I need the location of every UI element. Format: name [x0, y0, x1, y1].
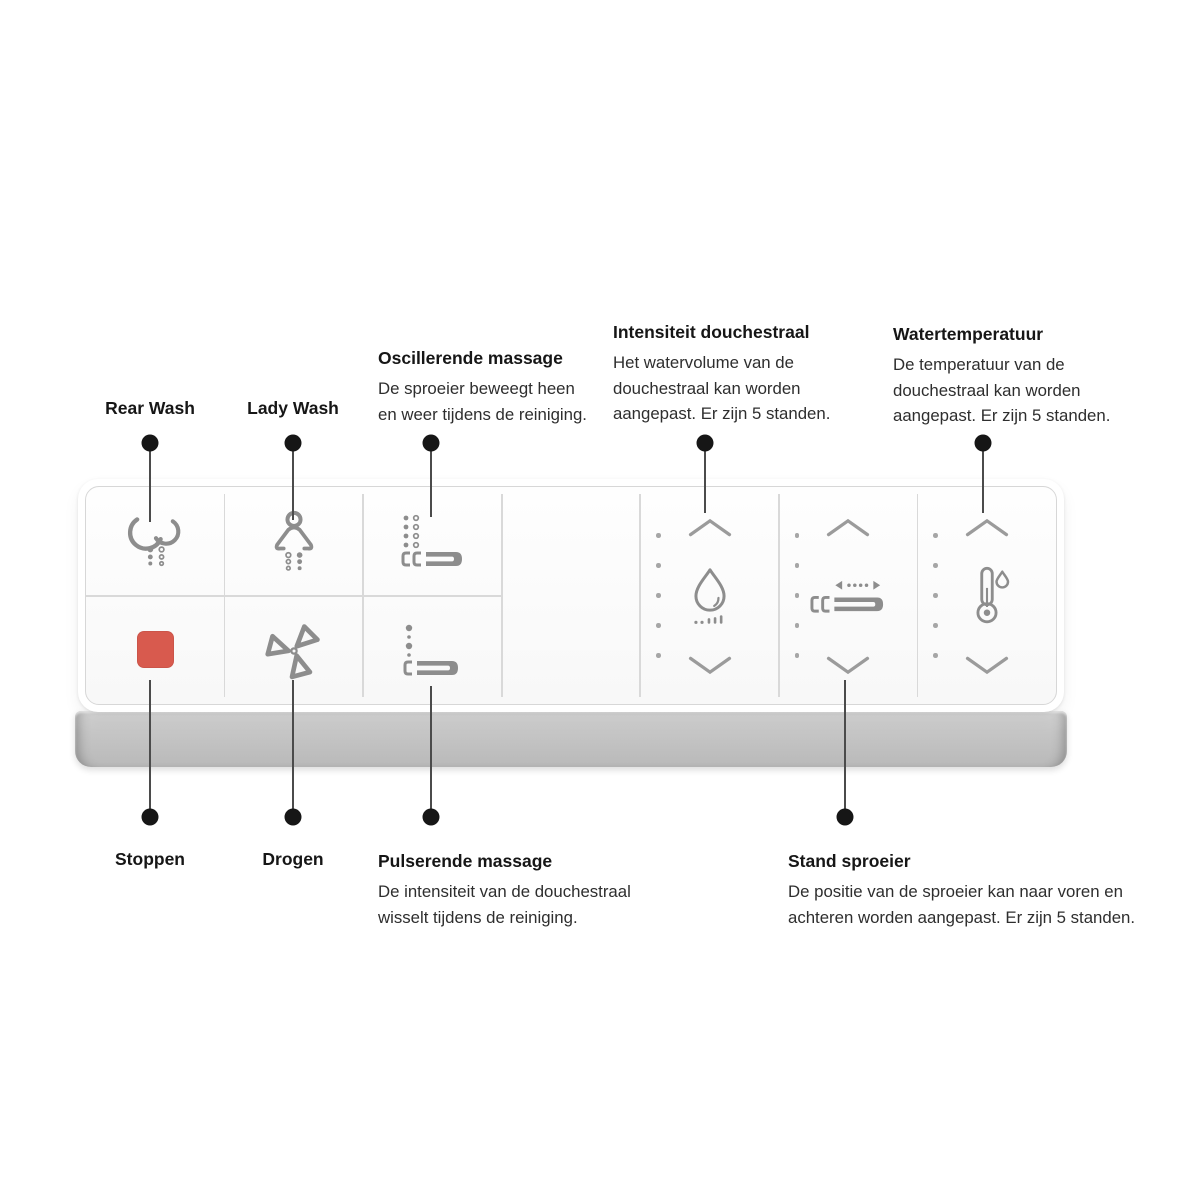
- callout-line: [844, 680, 846, 809]
- pulsating-massage-title: Pulserende massage: [378, 851, 553, 871]
- chevron-down-icon[interactable]: [964, 656, 1010, 675]
- fan-icon: [264, 620, 324, 680]
- water-temperature-title: Watertemperatuur: [893, 324, 1044, 344]
- callout-dot: [423, 809, 440, 826]
- chevron-up-icon[interactable]: [825, 518, 871, 537]
- callout-dot: [697, 435, 714, 452]
- nozzle-position-description: De positie van de sproeier kan naar voren en achteren worden aangepast. Er zijn 5 standen.: [788, 882, 1136, 927]
- oscillating-massage-icon: [399, 512, 465, 570]
- stop-square-icon: [137, 631, 174, 668]
- spray-intensity-callout: [613, 320, 853, 427]
- oscillating-massage-button[interactable]: [363, 487, 502, 596]
- pulsating-massage-callout: [378, 849, 648, 930]
- chevron-down-icon[interactable]: [825, 656, 871, 675]
- callout-dot: [142, 435, 159, 452]
- stop-button[interactable]: [86, 596, 225, 705]
- pulsating-massage-description: De intensiteit van de douchestraal wisselt tijdens de reiniging.: [378, 882, 631, 927]
- rear-wash-icon: [124, 511, 186, 571]
- callout-dot: [975, 435, 992, 452]
- panel-face: [85, 486, 1057, 705]
- dry-label: Drogen: [262, 849, 324, 869]
- callout-dot: [837, 809, 854, 826]
- chevron-up-icon[interactable]: [964, 518, 1010, 537]
- rear-wash-button[interactable]: [86, 487, 225, 596]
- panel-column-blank: [502, 487, 641, 704]
- callout-dot: [142, 809, 159, 826]
- temperature-level-dots: [933, 533, 938, 658]
- spray-intensity-title: Intensiteit douchestraal: [613, 322, 810, 342]
- oscillating-massage-title: Oscillerende massage: [378, 348, 563, 368]
- nozzle-level-dots: [795, 533, 800, 658]
- intensity-level-dots: [656, 533, 661, 658]
- oscillating-massage-callout: [378, 346, 590, 427]
- callout-line: [430, 451, 432, 517]
- callout-line: [292, 451, 294, 520]
- remote-base: [75, 711, 1067, 767]
- water-drop-icon: [680, 565, 740, 629]
- nozzle-position-control[interactable]: [779, 487, 918, 704]
- callout-dot: [285, 435, 302, 452]
- chevron-down-icon[interactable]: [687, 656, 733, 675]
- remote-control-panel: [78, 479, 1064, 712]
- callout-line: [704, 451, 706, 513]
- pulsating-massage-icon: [401, 621, 463, 679]
- chevron-up-icon[interactable]: [687, 518, 733, 537]
- stop-label: Stoppen: [115, 849, 185, 869]
- rear-wash-label: Rear Wash: [105, 398, 195, 418]
- thermometer-drop-icon: [962, 565, 1012, 628]
- callout-dot: [285, 809, 302, 826]
- callout-line: [982, 451, 984, 513]
- horizontal-divider: [86, 595, 502, 597]
- water-temperature-callout: [893, 322, 1133, 429]
- callout-line: [292, 680, 294, 809]
- callout-line: [430, 686, 432, 809]
- callout-dot: [423, 435, 440, 452]
- pulsating-massage-button[interactable]: [363, 596, 502, 705]
- nozzle-position-callout: [788, 849, 1148, 930]
- water-temperature-description: De temperatuur van de douchestraal kan worden aangepast. Er zijn 5 standen.: [893, 355, 1111, 425]
- nozzle-position-title: Stand sproeier: [788, 851, 911, 871]
- spray-intensity-description: Het watervolume van de douchestraal kan worden aangepast. Er zijn 5 standen.: [613, 353, 831, 423]
- callout-line: [149, 451, 151, 522]
- callout-line: [149, 680, 151, 809]
- nozzle-position-icon: [810, 577, 886, 616]
- lady-wash-label: Lady Wash: [247, 398, 339, 418]
- oscillating-massage-description: De sproeier beweegt heen en weer tijdens de reiniging.: [378, 379, 587, 424]
- spray-intensity-control[interactable]: [640, 487, 779, 704]
- water-temperature-control[interactable]: [917, 487, 1056, 704]
